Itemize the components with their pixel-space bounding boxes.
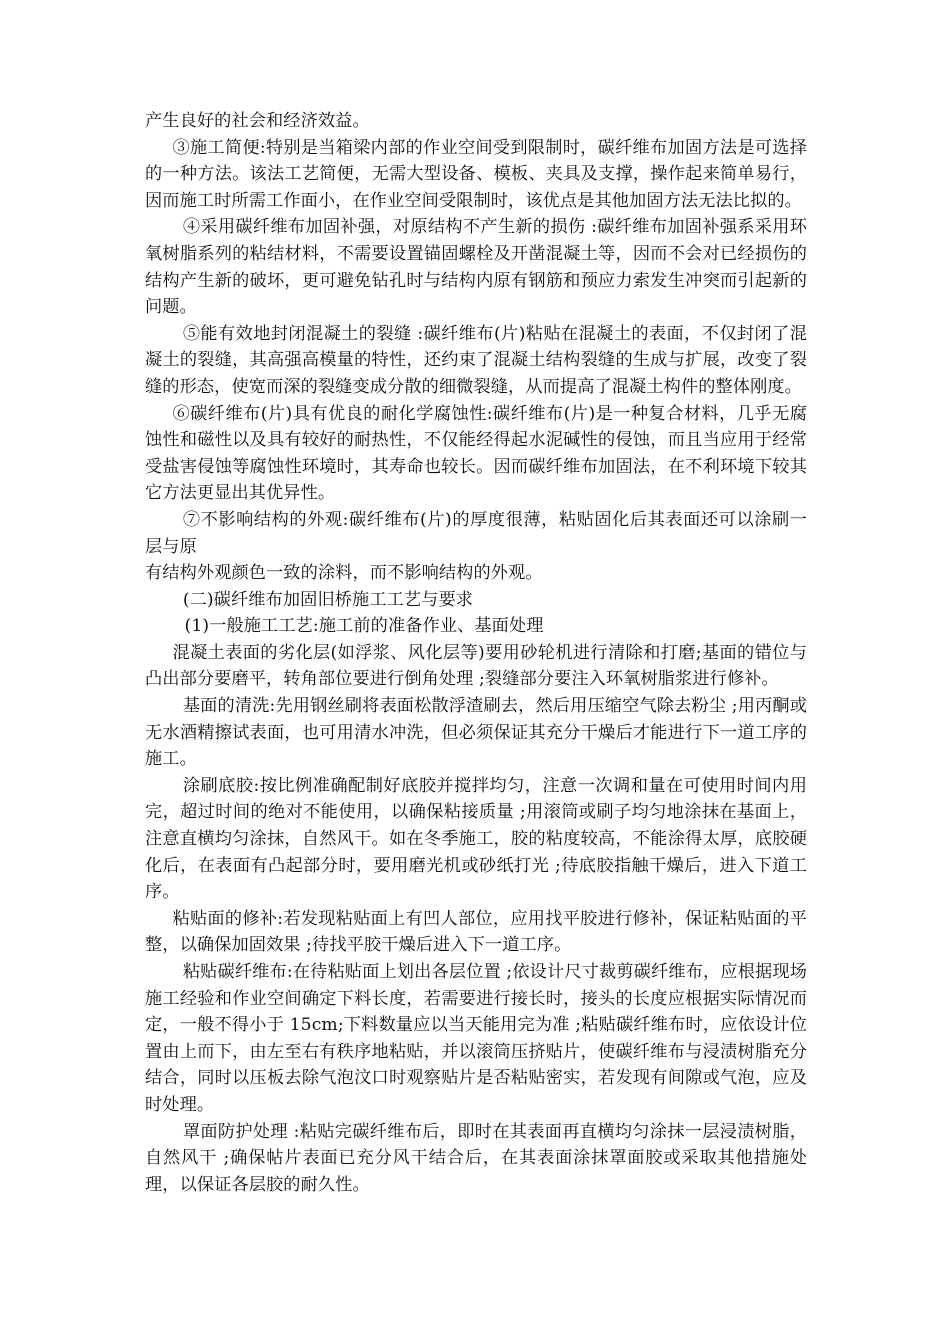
paragraph-item-6: ⑥碳纤维布(片)具有优良的耐化学腐蚀性:碳纤维布(片)是一种复合材料，几乎无腐蚀性和磁性以及具有较好的耐热性，不仅能经得起水泥碱性的侵蚀，而且当应用于经常受盐害侵蚀等腐蚀性环境时，其寿命也较长。因而碳纤维布加固法，在不利环境下较其它方法更显出其优异性。 xyxy=(145,403,807,504)
document-body xyxy=(145,108,807,1198)
paragraph-apply-fiber: 粘贴碳纤维布:在待粘贴面上划出各层位置 ;依设计尺寸裁剪碳纤维布，应根据现场施工经验和作业空间确定下料长度，若需要进行接长时，接头的长度应根据实际情况而定，一般不得小于 15cm;下料数量应以当天能用完为准 ;粘贴碳纤维布时，应依设计位置由上而下，由左至右有秩序地粘贴，并以滚筒压挤贴片，使碳纤维布与浸渍树脂充分结合，同时以压板去除气泡汶口时观察贴片是否粘贴密实，若发现有间隙或气泡，应及时处理。 xyxy=(145,962,807,1115)
paragraph-primer: 涂刷底胶:按比例准确配制好底胶并搅拌均匀，注意一次调和量在可使用时间内用完，超过时间的绝对不能使用，以确保粘接质量 ;用滚筒或刷子均匀地涂抹在基面上，注意直横均匀涂抹，自然风干。如在冬季施工，胶的粘度较高，不能涂得太厚，底胶硬化后，在表面有凸起部分时，要用磨光机或砂纸打光 ;待底胶指触干燥后，进入下道工序。 xyxy=(145,775,807,903)
paragraph-benefit-end: 产生良好的社会和经济效益。 xyxy=(145,111,370,131)
paragraph-protective-coat: 罩面防护处理 :粘贴完碳纤维布后，即时在其表面再直横均匀涂抹一层浸渍树脂，自然风干 ;确保帖片表面已充分风干结合后，在其表面涂抹罩面胶或采取其他措施处理，以保证各层胶的耐久性。 xyxy=(145,1121,807,1195)
subsection-heading-1: (1)一般施工工艺:施工前的准备作业、基面处理 xyxy=(184,616,544,637)
paragraph-surface-prep: 混凝土表面的劣化层(如浮浆、风化层等)要用砂轮机进行清除和打磨;基面的错位与凸出部分要磨平，转角部位要进行倒角处理 ;裂缝部分要注入环氧树脂浆进行修补。 xyxy=(145,642,807,690)
paragraph-item-5: ⑤能有效地封闭混凝土的裂缝 :碳纤维布(片)粘贴在混凝土的表面，不仅封闭了混凝土的裂缝，其高强高模量的特性，还约束了混凝土结构裂缝的生成与扩展，改变了裂缝的形态，使宽而深的裂缝变成分散的细微裂缝，从而提高了混凝土构件的整体刚度。 xyxy=(145,323,807,397)
section-heading-2: (二)碳纤维布加固旧桥施工工艺与要求 xyxy=(182,589,474,610)
paragraph-item-3: ③施工简便:特别是当箱梁内部的作业空间受到限制时，碳纤维布加固方法是可选择的一种方法。该法工艺简便，无需大型设备、模板、夹具及支撑，操作起来简单易行，因而施工时所需工作面小，在作业空间受限制时，该优点是其他加固方法无法比拟的。 xyxy=(145,137,807,211)
paragraph-item-7-continued: 有结构外观颜色一致的涂料，而不影响结构的外观。 xyxy=(145,563,543,584)
paragraph-surface-repair: 粘贴面的修补:若发现粘贴面上有凹人部位，应用找平胶进行修补，保证粘贴面的平整，以确保加固效果 ;待找平胶干燥后进入下一道工序。 xyxy=(145,908,807,956)
paragraph-surface-cleaning: 基面的清洗:先用钢丝刷将表面松散浮渣刷去，然后用压缩空气除去粉尘 ;用丙酮或无水酒精擦试表面，也可用清水冲洗，但必须保证其充分干燥后才能进行下一道工序的施工。 xyxy=(145,696,807,770)
paragraph-item-4: ④采用碳纤维布加固补强，对原结构不产生新的损伤 :碳纤维布加固补强系采用环氧树脂系列的粘结材料，不需要设置锚固螺栓及开凿混凝土等，因而不会对已经损伤的结构产生新的破坏，更可避免钻孔时与结构内原有钢筋和预应力索发生冲突而引起新的问题。 xyxy=(145,217,807,318)
paragraph-item-7: ⑦不影响结构的外观:碳纤维布(片)的厚度很薄，粘贴固化后其表面还可以涂刷一层与原 xyxy=(145,509,807,557)
